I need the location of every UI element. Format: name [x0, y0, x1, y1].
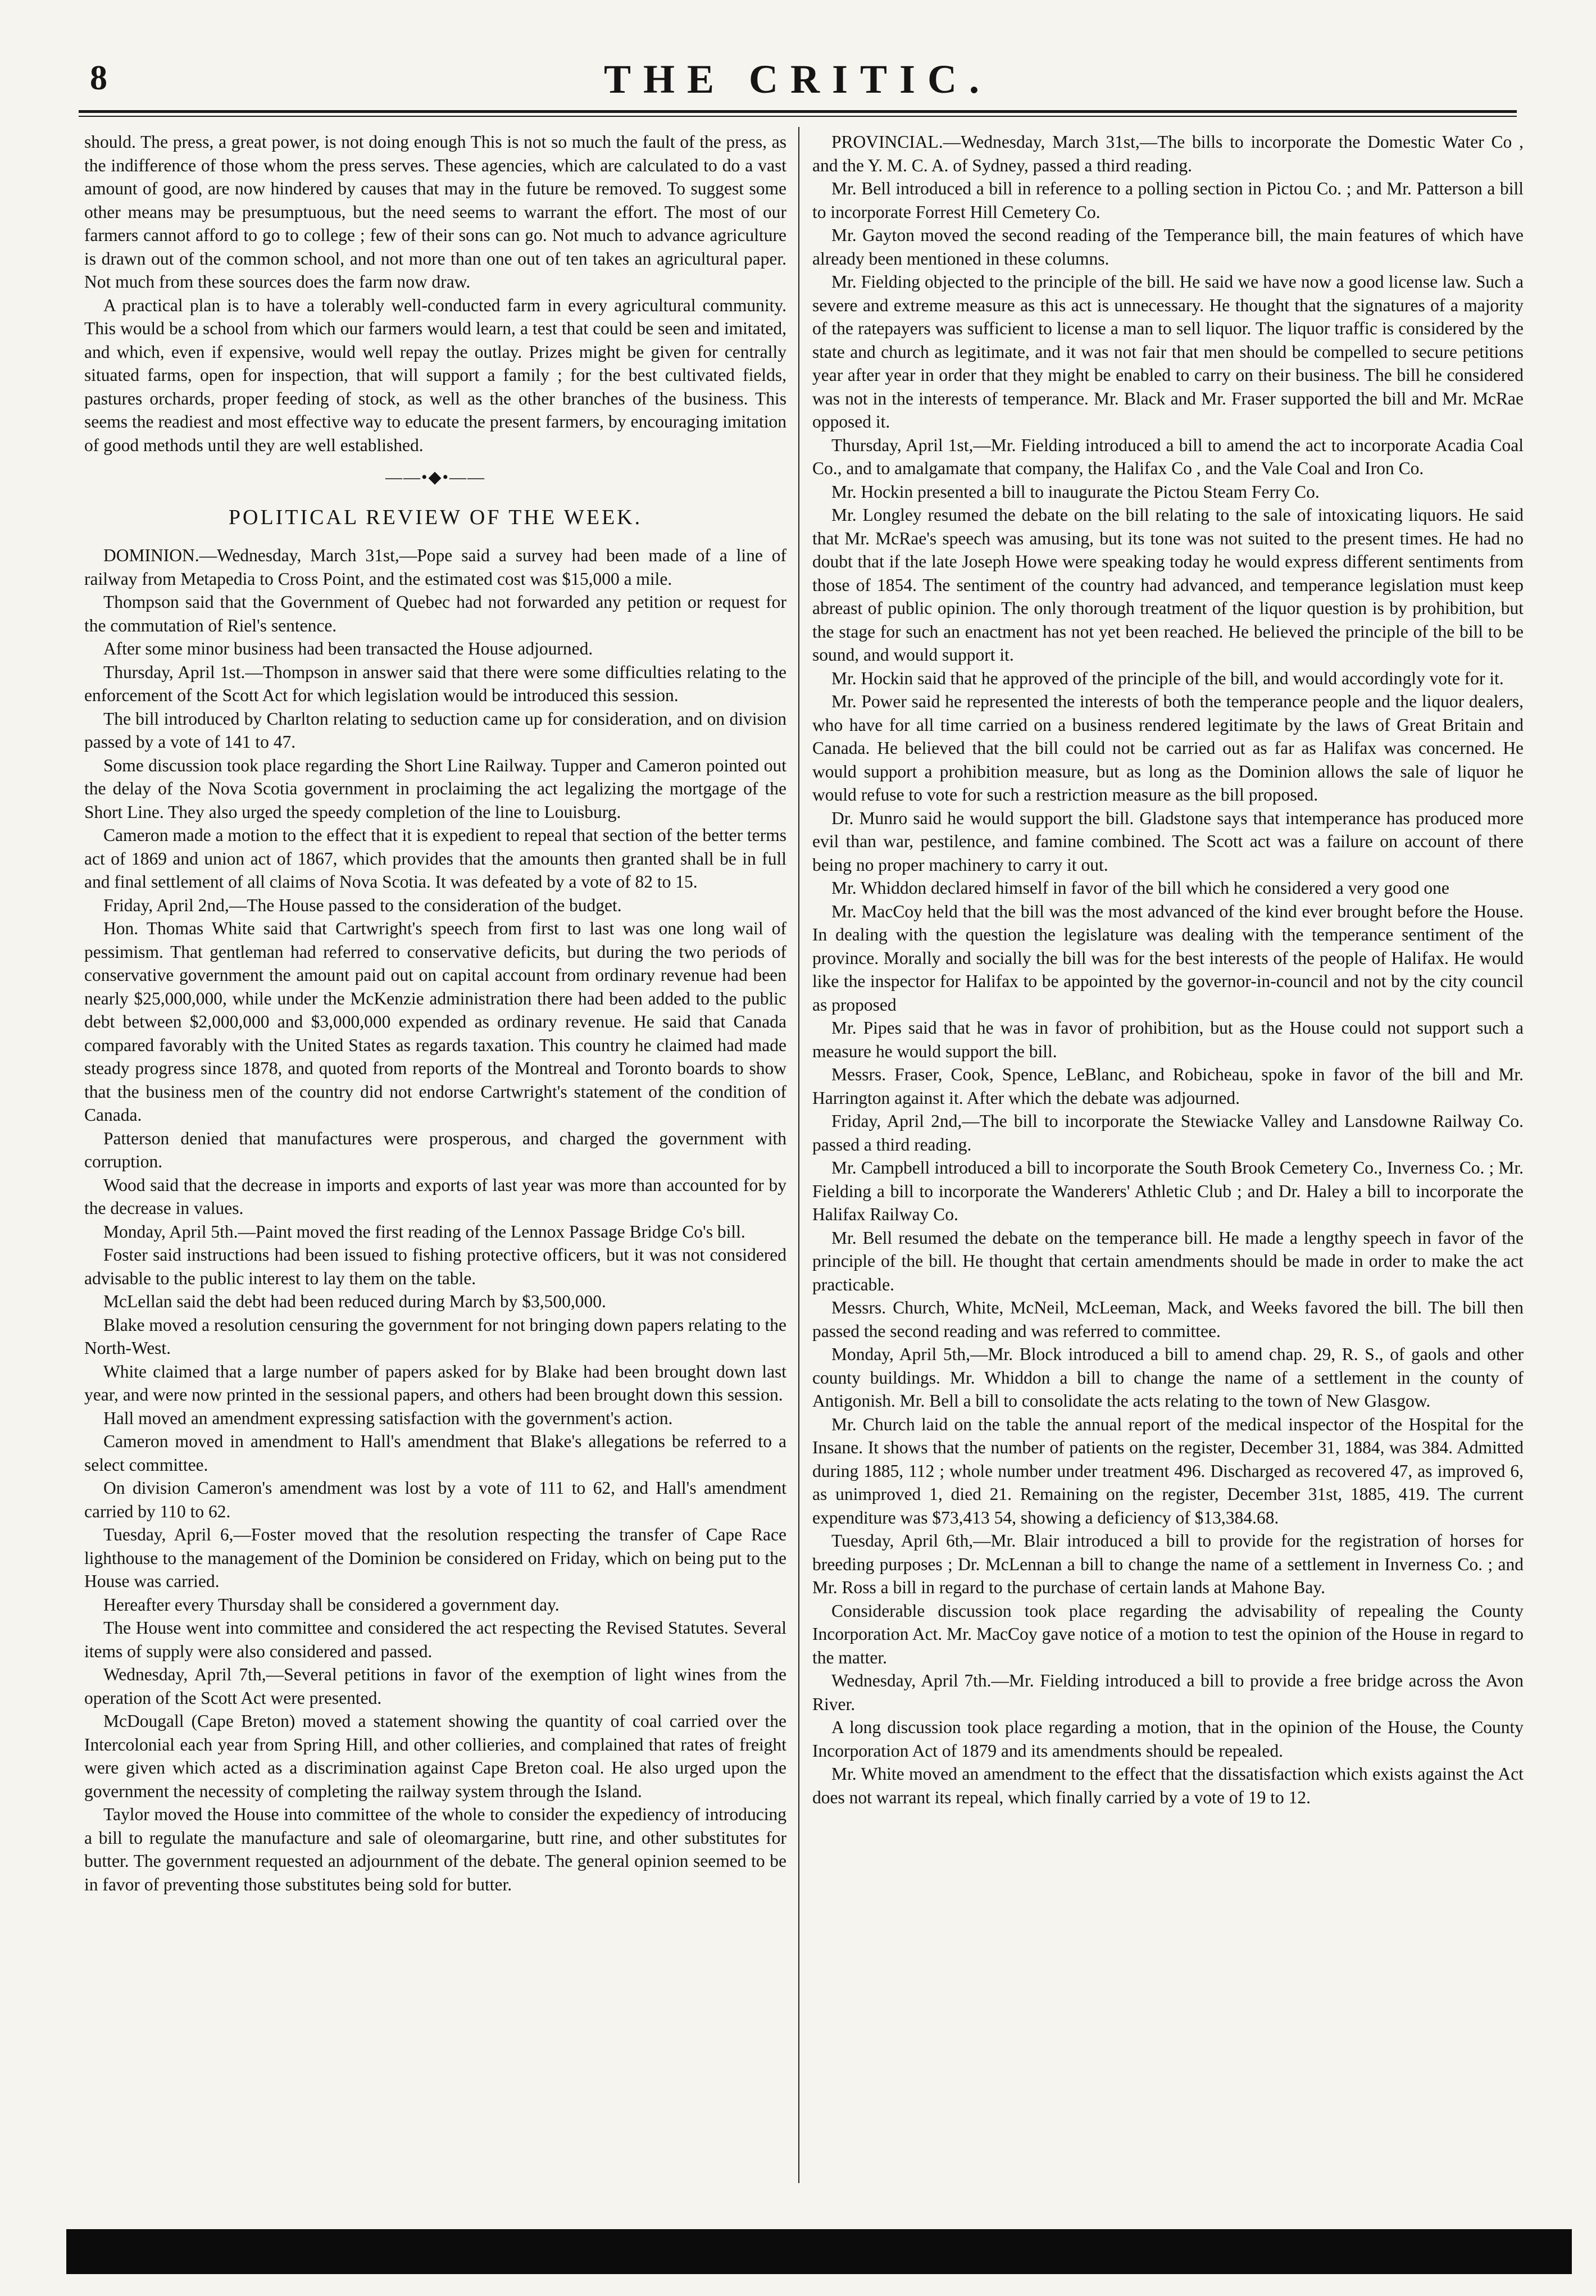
article-paragraph: A practical plan is to have a tolerably well-conducted farm in every agricultural community. This would be a school from which our farmers would learn, a test that could be seen and imitated, and which, even if expensive, would well repay the outlay. Prizes might be given for centrally situated farms, open for inspection, that will support a family ; for the best cultivated fields, pastures orchards, proper feeding of stock, as well as the other branches of the business. This seems the readiest and most effective way to educate the present farmers, by encouraging imitation of good methods until they are well established. [84, 295, 786, 455]
review-paragraph: Cameron made a motion to the effect that it is expedient to repeal that section of the better terms act of 1869 and union act of 1867, which provides that the amounts then granted shall be in full and final settlement of all claims of Nova Scotia. It was defeated by a vote of 82 to 15. [84, 825, 786, 892]
section-heading: POLITICAL REVIEW OF THE WEEK. [228, 505, 643, 529]
review-paragraph: Tuesday, April 6,—Foster moved that the resolution respecting the transfer of Cape Race lighthouse to the management of the Dominion be considered on Friday, which on being put to the House was carried. [84, 1525, 786, 1591]
review-paragraph: The House went into committee and considered the act respecting the Revised Statutes. Several items of supply were also considered and passed. [84, 1618, 786, 1661]
review-paragraph: A long discussion took place regarding a motion, that in the opinion of the House, the County Incorporation Act of 1879 and its amendments should be repealed. [812, 1717, 1524, 1761]
review-paragraph: Considerable discussion took place regarding the advisability of repealing the County Incorporation Act. Mr. MacCoy gave notice of a motion to test the opinion of the House in regard to the matter. [812, 1601, 1524, 1667]
review-paragraph: Foster said instructions had been issued to fishing protective officers, but it was not considered advisable to the public interest to lay them on the table. [84, 1245, 786, 1288]
review-paragraph: Mr. White moved an amendment to the effect that the dissatisfaction which exists against the Act does not warrant its repeal, which finally carried by a vote of 19 to 12. [812, 1764, 1524, 1807]
review-paragraph: Taylor moved the House into committee of the whole to consider the expediency of introducing a bill to regulate the manufacture and sale of oleomargarine, butt rine, and other substitutes for butter. The government requested an adjournment of the debate. The general opinion seemed to be in favor of preventing those substitutes being sold for butter. [84, 1804, 786, 1894]
review-paragraph: Thursday, April 1st,—Mr. Fielding introduced a bill to amend the act to incorporate Acadia Coal Co., and to amalgamate that company, the Halifax Co , and the Vale Coal and Iron Co. [812, 435, 1524, 478]
review-paragraph: Friday, April 2nd,—The House passed to the consideration of the budget. [103, 895, 622, 915]
review-paragraph: Monday, April 5th,—Mr. Block introduced a bill to amend chap. 29, R. S., of gaols and other county buildings. Mr. Whiddon a bill to change the name of a settlement in the county of Antigonish. Mr. Bell a bill to consolidate the acts relating to the town of New Glasgow. [812, 1344, 1524, 1411]
review-paragraph: PROVINCIAL.—Wednesday, March 31st,—The bills to incorporate the Domestic Water Co , and the Y. M. C. A. of Sydney, passed a third reading. [812, 132, 1524, 175]
review-paragraph: On division Cameron's amendment was lost by a vote of 111 to 62, and Hall's amendment carried by 110 to 62. [84, 1478, 786, 1521]
review-paragraph: Patterson denied that manufactures were prosperous, and charged the government with corruption. [84, 1128, 786, 1171]
review-paragraph: DOMINION.—Wednesday, March 31st,—Pope said a survey had been made of a line of railway from Metapedia to Cross Point, and the estimated cost was $15,000 a mile. [84, 545, 786, 589]
review-paragraph: Cameron moved in amendment to Hall's amendment that Blake's allegations be referred to a select committee. [84, 1431, 786, 1475]
review-paragraph: Mr. Bell introduced a bill in reference to a polling section in Pictou Co. ; and Mr. Patterson a bill to incorporate Forrest Hill Cemetery Co. [812, 179, 1524, 222]
review-paragraph: Mr. Campbell introduced a bill to incorporate the South Brook Cemetery Co., Inverness Co. ; Mr. Fielding a bill to incorporate the Wanderers' Athletic Club ; and Dr. Haley a bill to incorporate the Halifax Railway Co. [812, 1158, 1524, 1224]
review-paragraph: Thursday, April 1st.—Thompson in answer said that there were some difficulties relating to the enforcement of the Scott Act for which legislation would be introduced this session. [84, 662, 786, 705]
review-paragraph: Mr. Bell resumed the debate on the temperance bill. He made a lengthy speech in favor of the principle of the bill. He thought that certain amendments should be made in order to make the act practicable. [812, 1227, 1524, 1294]
review-paragraph: McLellan said the debt had been reduced during March by $3,500,000. [103, 1292, 606, 1311]
masthead-rule-thin [79, 116, 1517, 117]
ornament-divider: ——•◆•—— [385, 468, 486, 487]
review-paragraph: Messrs. Fraser, Cook, Spence, LeBlanc, and Robicheau, spoke in favor of the bill and Mr. Harrington against it. After which the debate was adjourned. [812, 1065, 1524, 1108]
review-paragraph: After some minor business had been transacted the House adjourned. [103, 639, 593, 658]
review-paragraph: Mr. Whiddon declared himself in favor of the bill which he considered a very good one [831, 878, 1449, 898]
review-paragraph: Friday, April 2nd,—The bill to incorporate the Stewiacke Valley and Lansdowne Railway Co. passed a third reading. [812, 1111, 1524, 1154]
column-divider [798, 127, 799, 2183]
review-paragraph: Mr. Fielding objected to the principle of the bill. He said we have now a good license law. Such a severe and extreme measure as this act is unnecessary. He thought that the signatures of a majority of the ratepayers was sufficient to license a man to sell liquor. The liquor traffic is considered by the state and church as legitimate, and it was not fair that men should be compelled to secure petitions year after year in order that they might be enabled to carry on their business. The bill he considered was not in the interests of temperance. Mr. Black and Mr. Fraser supported the bill and Mr. McRae opposed it. [812, 272, 1524, 431]
masthead [67, 56, 1528, 101]
scan-edge-shadow [66, 2229, 1572, 2274]
review-paragraph: Mr. Longley resumed the debate on the bill relating to the sale of intoxicating liquors. He said that Mr. McRae's speech was amusing, but its tone was not suited to the present times. He had no doubt that if the late Joseph Howe were speaking today he would express different sentiments from those of 1854. The sentiment of the country had advanced, and temperance legislation must keep abreast of public opinion. The only thorough treatment of the liquor question is by prohibition, but the stage for such an enactment has not yet been reached. He believed the principle of the bill to be sound, and would support it. [812, 505, 1524, 665]
review-paragraph: Hon. Thomas White said that Cartwright's speech from first to last was one long wail of pessimism. That gentleman had referred to conservative deficits, but during the two periods of conservative government the amount paid out on capital account from ordinary revenue had been nearly $25,000,000, while under the McKenzie administration there had been added to the public debt between $2,000,000 and $3,000,000 expended as ordinary revenue. He said that Canada compared favorably with the United States as regards taxation. This country he claimed had made steady progress since 1878, and quoted from reports of the Montreal and Toronto boards to show that the business men of the country did not endorse Cartwright's statement of the condition of Canada. [84, 919, 786, 1125]
page-number: 8 [90, 59, 107, 97]
review-paragraph: Mr. Pipes said that he was in favor of prohibition, but as the House could not support such a measure he would support the bill. [812, 1018, 1524, 1061]
review-paragraph: White claimed that a large number of papers asked for by Blake had been brought down last year, and were now printed in the sessional papers, and others had been brought down this session. [84, 1361, 786, 1404]
review-paragraph: Wednesday, April 7th.—Mr. Fielding introduced a bill to provide a free bridge across the Avon River. [812, 1671, 1524, 1714]
review-paragraph: Tuesday, April 6th,—Mr. Blair introduced a bill to provide for the registration of horses for breeding purposes ; Dr. McLennan a bill to change the name of a settlement in Inverness Co. ; and Mr. Ross a bill in regard to the purchase of certain lands at Mahone Bay. [812, 1531, 1524, 1597]
review-paragraph: Some discussion took place regarding the Short Line Railway. Tupper and Cameron pointed out the delay of the Nova Scotia government in proclaiming the act legalizing the mortgage of the Short Line. They also urged the speedy completion of the line to Louisburg. [84, 755, 786, 822]
review-paragraph: The bill introduced by Charlton relating to seduction came up for consideration, and on division passed by a vote of 141 to 47. [84, 708, 786, 752]
review-paragraph: Wednesday, April 7th,—Several petitions in favor of the exemption of light wines from the operation of the Scott Act were presented. [84, 1665, 786, 1708]
review-paragraph: Mr. Hockin said that he approved of the principle of the bill, and would accordingly vote for it. [831, 668, 1504, 688]
review-paragraph: Blake moved a resolution censuring the government for not bringing down papers relating to the North-West. [84, 1315, 786, 1358]
review-paragraph: Mr. Power said he represented the interests of both the temperance people and the liquor dealers, who have for all time carried on a business rendered legitimate by the laws of Great Britain and Canada. He believed that the bill could not be carried out as far as Halifax was concerned. He would support a prohibition measure, but as long as the Dominion allows the sale of liquor he would refuse to vote for such a restriction measure as the bill proposed. [812, 692, 1524, 804]
review-paragraph: Hereafter every Thursday shall be considered a government day. [103, 1594, 560, 1615]
left-column [84, 130, 786, 1896]
review-paragraph: McDougall (Cape Breton) moved a statement showing the quantity of coal carried over the Intercolonial each year from Spring Hill, and other collieries, and complained that rates of freight were given which acted as a discrimination against Cape Breton coal. He also urged upon the government the necessity of completing the railway system through the Island. [84, 1711, 786, 1801]
article-paragraph: should. The press, a great power, is not doing enough This is not so much the fault of the press, as the indifference of those whom the press serves. These agencies, which are calculated to do a vast amount of good, are now hindered by causes that may in the future be removed. To suggest some other means may be presumptuous, but the need seems to warrant the effort. The most of our farmers cannot afford to go to college ; few of their sons can go. Not much to advance agriculture is drawn out of the common school, and not more than one out of ten takes an agricultural paper. Not much from these sources does the farm now draw. [84, 132, 786, 292]
review-paragraph: Wood said that the decrease in imports and exports of last year was more than accounted for by the decrease in values. [84, 1175, 786, 1218]
review-paragraph: Mr. Gayton moved the second reading of the Temperance bill, the main features of which have already been mentioned in these columns. [812, 225, 1524, 269]
review-paragraph: Mr. Hockin presented a bill to inaugurate the Pictou Steam Ferry Co. [831, 481, 1320, 502]
review-paragraph: Mr. MacCoy held that the bill was the most advanced of the kind ever brought before the House. In dealing with the question the legislature was dealing with the temperance sentiment of the province. Morally and socially the bill was for the best interests of the people of Halifax. He would like the inspector for Halifax to be appointed by the governor-in-council and not by the city council as proposed [812, 901, 1524, 1015]
review-paragraph: Monday, April 5th.—Paint moved the first reading of the Lennox Passage Bridge Co's bill. [103, 1221, 745, 1242]
masthead-rule-thick [79, 110, 1517, 113]
review-paragraph: Mr. Church laid on the table the annual report of the medical inspector of the Hospital for the Insane. It shows that the number of patients on the register, December 31, 1884, was 384. Admitted during 1885, 112 ; whole number under treatment 496. Discharged as recovered 47, as improved 6, as unimproved 1, died 21. Remaining on the register, December 31st, 1885, 419. The current expenditure was $73,413 54, showing a deficiency of $13,384.68. [812, 1414, 1524, 1527]
review-paragraph: Dr. Munro said he would support the bill. Gladstone says that intemperance has produced more evil than war, pestilence, and famine combined. The Scott act was a failure on account of there being no proper machinery to carry it out. [812, 808, 1524, 875]
review-paragraph: Thompson said that the Government of Quebec had not forwarded any petition or request for the commutation of Riel's sentence. [84, 592, 786, 635]
review-paragraph: Messrs. Church, White, McNeil, McLeeman, Mack, and Weeks favored the bill. The bill then passed the second reading and was referred to committee. [812, 1298, 1524, 1341]
review-paragraph: Hall moved an amendment expressing satisfaction with the government's action. [103, 1408, 673, 1428]
right-column [812, 130, 1524, 1809]
newspaper-title: THE CRITIC. [603, 57, 992, 102]
